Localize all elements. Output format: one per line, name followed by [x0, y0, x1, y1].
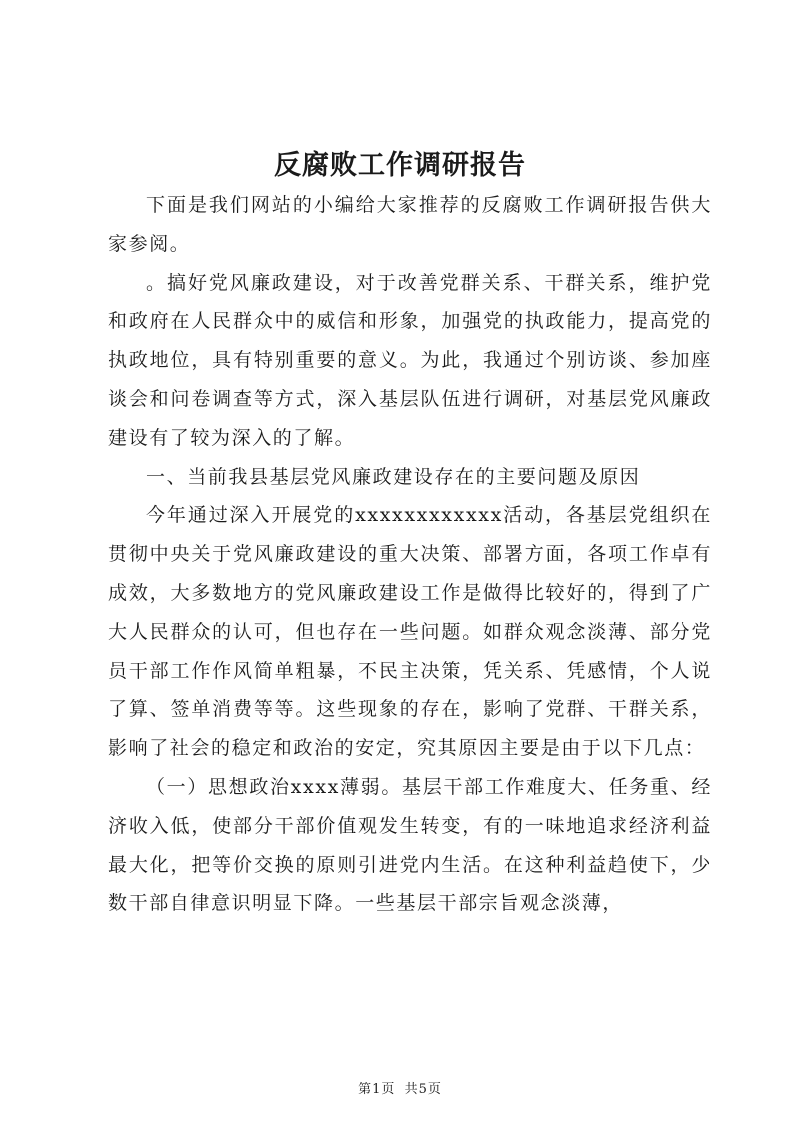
subsection-paragraph-1: （一）思想政治xxxx薄弱。基层干部工作难度大、任务重、经济收入低，使部分干部价值观发生转变，有的一味地追求经济利益最大化，把等价交换的原则引进党内生活。在这种利益趋使下，少数干部自律意识明显下降。一些基层干部宗旨观念淡薄， [108, 775, 712, 915]
page-footer [0, 1078, 800, 1097]
background-paragraph: 。搞好党风廉政建设，对于改善党群关系、干群关系，维护党和政府在人民群众中的威信和形象，加强党的执政能力，提高党的执政地位，具有特别重要的意义。为此，我通过个别访谈、参加座谈会和问卷调查等方式，深入基层队伍进行调研，对基层党风廉政建设有了较为深入的了解。 [108, 271, 712, 449]
section-heading-1: 一、当前我县基层党风廉政建设存在的主要问题及原因 [146, 465, 641, 488]
intro-paragraph: 下面是我们网站的小编给大家推荐的反腐败工作调研报告供大家参阅。 [108, 194, 712, 255]
page-total: 共5页 [404, 1082, 442, 1097]
document-title: 反腐败工作调研报告 [274, 150, 526, 181]
problems-paragraph: 今年通过深入开展党的xxxxxxxxxxxx活动，各基层党组织在贯彻中央关于党风廉政建设的重大决策、部署方面，各项工作卓有成效，大多数地方的党风廉政建设工作是做得比较好的，得到了广大人民群众的认可，但也存在一些问题。如群众观念淡薄、部分党员干部工作作风简单粗暴，不民主决策，凭关系、凭感情，个人说了算、签单消费等等。这些现象的存在，影响了党群、干群关系，影响了社会的稳定和政治的安定，究其原因主要是由于以下几点： [108, 504, 712, 760]
page-number: 第1页 [358, 1082, 396, 1097]
document-body [108, 186, 712, 923]
